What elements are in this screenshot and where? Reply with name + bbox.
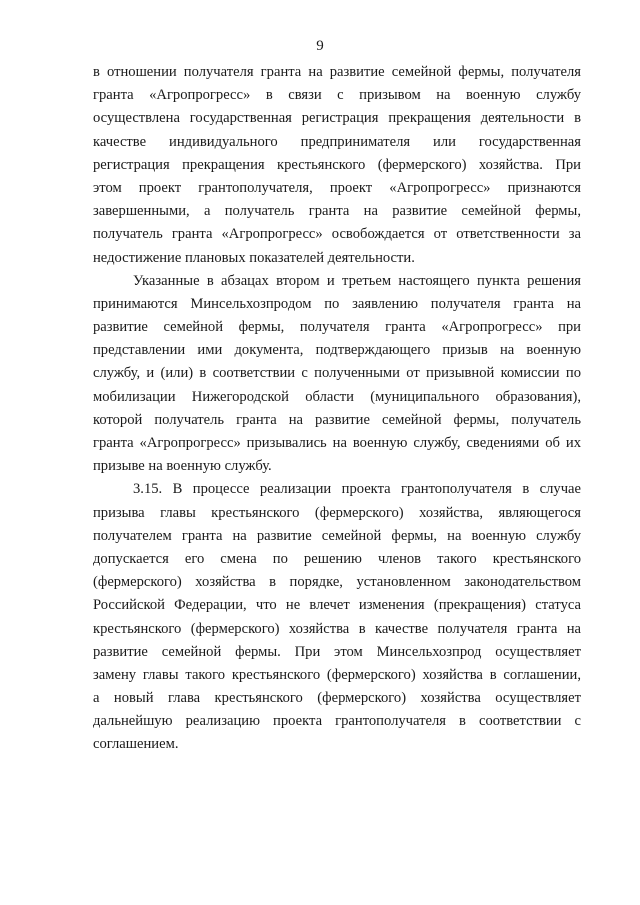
text-line: получатель гранта «Агропрогресс» освобождается от ответственности за <box>93 226 581 243</box>
text-line: гранта «Агропрогресс» в связи с призывом на военную службу <box>93 87 581 104</box>
text-line: крестьянского (фермерского) хозяйства в качестве получателя гранта на <box>93 620 581 637</box>
text-line: 3.15. В процессе реализации проекта грантополучателя в случае <box>133 481 581 498</box>
text-line: недостижение плановых показателей деятельности. <box>93 249 415 266</box>
text-line: (фермерского) хозяйства в порядке, установленном законодательством <box>93 574 581 591</box>
text-line: гранта «Агропрогресс» призывались на военную службу, сведениями об их <box>93 435 581 451</box>
text-line: дальнейшую реализацию проекта грантополучателя в соответствии с <box>93 713 581 730</box>
paragraph <box>93 61 581 270</box>
text-line: этом проект грантополучателя, проект «Агропрогресс» признаются <box>93 179 581 196</box>
text-line: принимаются Минсельхозпродом по заявлению получателя гранта на <box>93 295 581 312</box>
text-line: Указанные в абзацах втором и третьем настоящего пункта решения <box>133 272 581 289</box>
text-line: замену главы такого крестьянского (фермерского) хозяйства в соглашении, <box>93 666 581 683</box>
text-line: мобилизации Нижегородской области (муниципального образования), <box>93 388 581 405</box>
text-line: завершенными, а получатель гранта на развитие семейной фермы, <box>93 203 581 220</box>
document-body <box>93 61 581 757</box>
text-line: призыва главы крестьянского (фермерского) хозяйства, являющегося <box>93 504 581 521</box>
text-line: качестве индивидуального предпринимателя или государственная <box>93 133 581 150</box>
page-number: 9 <box>316 38 324 54</box>
text-line: допускается его смена по решению членов такого крестьянского <box>93 550 581 567</box>
text-line: регистрация прекращения крестьянского (фермерского) хозяйства. При <box>93 156 581 173</box>
text-line: представлении ими документа, подтверждающего призыв на военную <box>93 342 581 359</box>
text-line: а новый глава крестьянского (фермерского) хозяйства осуществляет <box>93 690 581 707</box>
text-line: службу, и (или) в соответствии с полученными от призывной комиссии по <box>93 365 581 382</box>
paragraph <box>93 270 581 479</box>
paragraph <box>93 478 581 756</box>
text-line: осуществлена государственная регистрация прекращения деятельности в <box>93 110 581 127</box>
text-line: призыве на военную службу. <box>93 458 272 475</box>
text-line: в отношении получателя гранта на развитие семейной фермы, получателя <box>93 64 581 80</box>
text-line: получателем гранта на развитие семейной фермы, на военную службу <box>93 527 581 544</box>
text-line: которой получатель гранта на развитие семейной фермы, получатель <box>93 411 581 428</box>
text-line: соглашением. <box>93 736 179 753</box>
text-line: Российской Федерации, что не влечет изменения (прекращения) статуса <box>93 597 581 614</box>
text-line: развитие семейной фермы. При этом Минсельхозпрод осуществляет <box>93 643 581 660</box>
text-line: развитие семейной фермы, получателя гранта «Агропрогресс» при <box>93 319 581 336</box>
